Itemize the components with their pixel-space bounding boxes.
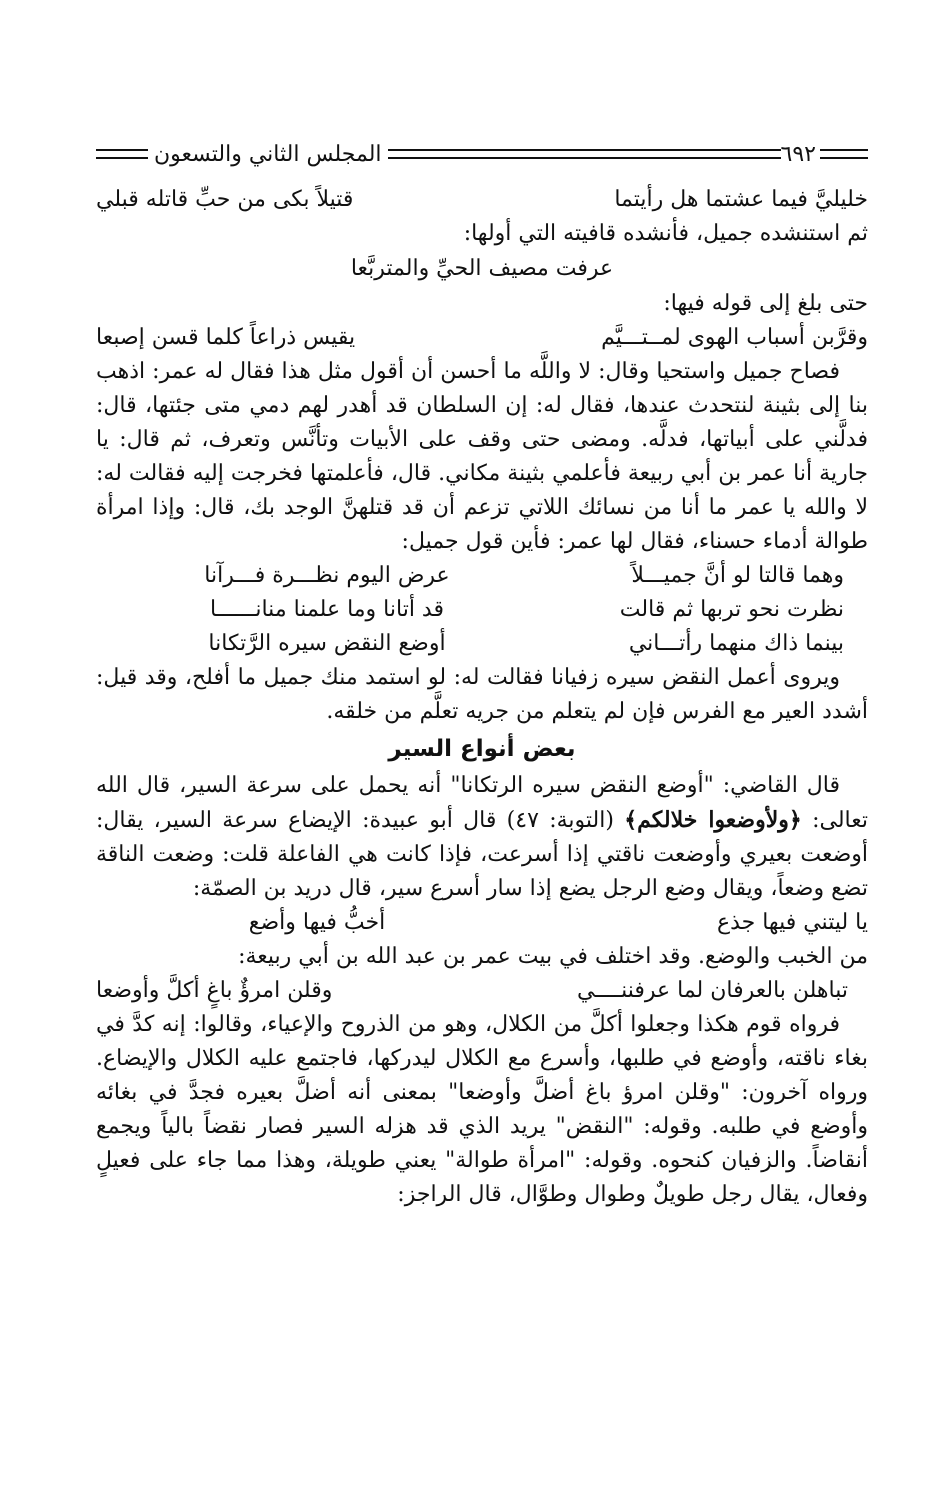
- header-rule-middle: [388, 149, 781, 159]
- header-rule-right: [820, 149, 868, 159]
- verse-hemistich-first: بينما ذاك منهما رأتـــاني: [628, 631, 844, 656]
- verse-hemistich-first: نظرت نحو تربها ثم قالت: [619, 597, 844, 622]
- page-number: ٦٩٢: [780, 141, 816, 167]
- verse-line: [96, 906, 868, 940]
- paragraph: ويروى أعمل النقض سيره زفيانا فقالت له: لو استمد منك جميل ما أفلح، وقد قيل: أشدد العير مع الفرس فإن لم يتعلم من جريه تعلَّم من خلقه.: [96, 665, 868, 724]
- section-heading: بعض أنواع السير: [388, 736, 576, 762]
- verse-line: [96, 593, 868, 627]
- paragraph-text: (التوبة: ٤٧) قال أبو عبيدة: الإيضاع سرعة السير، يقال: أوضعت بعيري وأوضعت ناقتي إذا أسرعت، فإذا كانت هي الفاعلة قلت: وضعت الناقة تضع وضعاً، ويقال وضع الرجل يضع إذا سار أسرع سير، قال دريد بن الصمّة:: [96, 808, 868, 901]
- paragraph: [96, 769, 868, 906]
- verse-hemistich-second: قتيلاً بكى من حبِّ قاتله قبلي: [96, 187, 354, 212]
- verse-line: [96, 627, 868, 661]
- paragraph: فرواه قوم هكذا وجعلوا أكلَّ من الكلال، وهو من الذروح والإعياء، وقالوا: إنه كدَّ في بغاء ناقته، وأوضع في طلبها، وأسرع مع الكلال ليدركها، فاجتمع عليه الكلال والإيضاع. ورواه آخرون: "وقلن امرؤ باغ أضلَّ وأوضعا" بمعنى أنه أضلَّ بعيره فجدَّ في بغائه وأوضع في طلبه. وقوله: "النقض" يريد الذي قد هزله السير فصار نقضاً بالياً ويجمع أنقاضاً. والزفيان كنحوه. وقوله: "امرأة طوالة" يعني طويلة، وهذا مما جاء على فعيلٍ وفعال، يقال رجل طويلٌ وطوال وطوَّال، قال الراجز:: [96, 1012, 868, 1207]
- paragraph: ثم استنشده جميل، فأنشده قافيته التي أولها:: [463, 221, 868, 246]
- paragraph: من الخبب والوضع. وقد اختلف في بيت عمر بن عبد الله بن أبي ربيعة:: [238, 944, 868, 969]
- quran-quote: ﴿ولأوضعوا خلالكم﴾: [624, 807, 802, 833]
- verse-hemistich-second: يقيس ذراعاً كلما قسن إصبعا: [96, 325, 356, 350]
- verse-hemistich-second: عرض اليوم نظـــرة فـــرآنا: [204, 563, 450, 588]
- verse-line: [96, 974, 868, 1008]
- page-body: [96, 183, 868, 1212]
- verse-line: [96, 321, 868, 355]
- verse-hemistich-second: أوضع النقض سيره الرَّتكانا: [208, 631, 446, 656]
- verse-hemistich-second: أخبُّ فيها وأضع: [248, 910, 386, 935]
- verse-hemistich-first: وهما قالتا لو أنَّ جميـــلاً: [631, 563, 844, 588]
- paragraph: فصاح جميل واستحيا وقال: لا واللَّه ما أحسن أن أقول مثل هذا فقال له عمر: اذهب بنا إلى بثينة لنتحدث عندها، فقال له: إن السلطان قد أهدر لهم دمي متى جئتها، قال: فدلَّني على أبياتها، فدلَّه. ومضى حتى وقف على الأبيات وتأنَّس وتعرف، ثم قال: يا جارية أنا عمر بن أبي ربيعة فأعلمي بثينة مكاني. قال، فأعلمتها فخرجت إليه فقالت له: لا والله يا عمر ما أنا من نسائك اللاتي تزعم أن قد قتلهنَّ الوجد بك، قال: وإذا امرأة طوالة أدماء حسناء، فقال لها عمر: فأين قول جميل:: [96, 359, 868, 554]
- chapter-title: المجلس الثاني والتسعون: [154, 141, 382, 167]
- verse-hemistich-first: خليليَّ فيما عشتما هل رأيتما: [614, 187, 868, 212]
- header-rule-left: [96, 149, 148, 159]
- running-header: [96, 140, 868, 168]
- verse-hemistich-first: وقرَّبن أسباب الهوى لمــتـــيَّم: [601, 325, 868, 350]
- verse-hemistich-first: تباهلن بالعرفان لما عرفننــــي: [576, 978, 848, 1003]
- paragraph-text: قال القاضي: "أوضع النقض سيره الرتكانا" أنه يحمل على سرعة السير، قال الله تعالى:: [96, 773, 868, 833]
- verse-line: [96, 559, 868, 593]
- paragraph: حتى بلغ إلى قوله فيها:: [663, 291, 868, 316]
- verse-hemistich-second: وقلن امرؤٌ باغٍ أكلَّ وأوضعا: [96, 978, 333, 1003]
- verse-line-single: عرفت مصيف الحيِّ والمتربَّعا: [350, 256, 614, 281]
- verse-line: [96, 183, 868, 217]
- verse-hemistich-second: قد أتانا وما علمنا منانــــــا: [209, 597, 444, 622]
- verse-hemistich-first: يا ليتني فيها جذع: [716, 910, 868, 935]
